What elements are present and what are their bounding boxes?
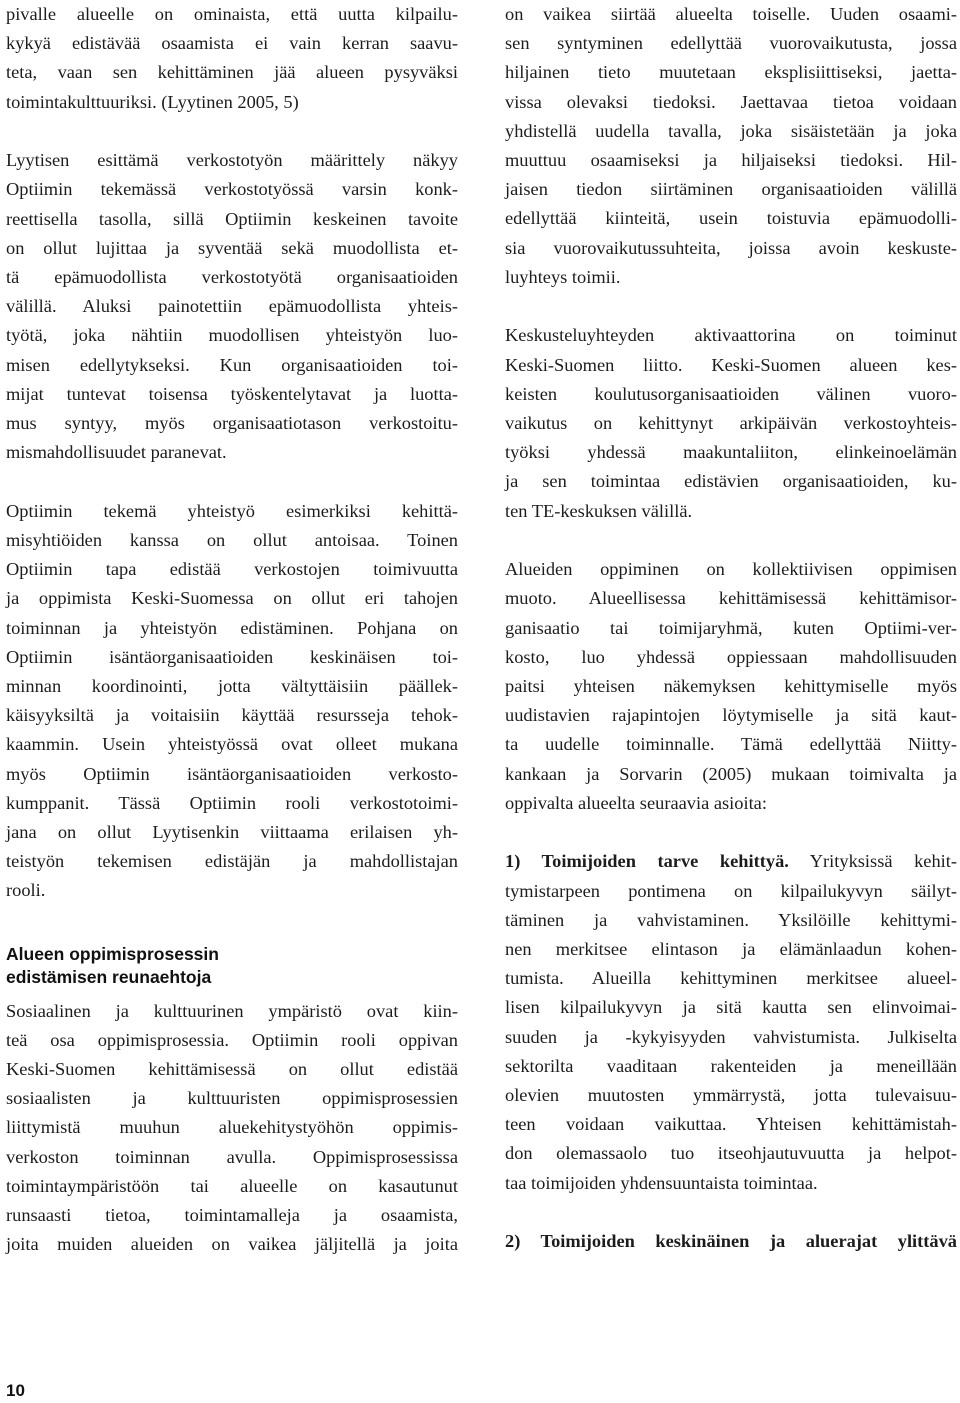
text-line: misen edellytykseksi. Kun organisaatioiden toi- — [6, 354, 458, 375]
paragraph-8 — [505, 847, 957, 1197]
text-line: taa toimijoiden yhdensuuntaista toimintaa. — [505, 1172, 818, 1193]
text-line: olevien muutosten ymmärrystä, jotta tulevaisuu- — [505, 1085, 957, 1106]
text-line: Keski-Suomen kehittämisessä on ollut edistää — [6, 1059, 458, 1080]
text-line: teä osa oppimisprosessia. Optiimin rooli oppivan — [6, 1029, 458, 1050]
text-line: verkoston toiminnan avulla. Oppimisprosessissa — [6, 1146, 458, 1167]
text-line: runsaasti tietoa, toimintamalleja ja osaamista, — [6, 1205, 458, 1226]
text-line: suuden ja -kykyisyyden vahvistumista. Julkiselta — [505, 1026, 957, 1047]
text-line: rooli. — [6, 880, 46, 901]
text-line: vaikutus on kehittynyt arkipäivän verkostoyhteis- — [505, 413, 957, 434]
text-line: on ollut lujittaa ja syventää sekä muodollista et- — [6, 237, 458, 258]
text-line: myös Optiimin isäntäorganisaatioiden verkosto- — [6, 763, 458, 784]
text-line: teta, vaan sen kehittäminen jää alueen pysyväksi — [6, 62, 458, 83]
page-number: 10 — [6, 1381, 25, 1400]
text-line: välillä. Aluksi painotettiin epämuodollista yhteis- — [6, 296, 458, 317]
text-line: mismahdollisuudet paranevat. — [6, 442, 227, 463]
text-line: Optiimin tekemässä verkostotyössä varsin konk- — [6, 179, 458, 200]
text-line: oppivalta alueelta seuraavia asioita: — [505, 792, 767, 813]
text-line: kankaan ja Sorvarin (2005) mukaan toimivalta ja — [505, 763, 957, 784]
text-line: teistyön tekemisen edistäjän ja mahdollistajan — [6, 851, 458, 872]
text-line: Lyytisen esittämä verkostotyön määrittely näkyy — [6, 150, 458, 171]
paragraph-3 — [6, 497, 458, 906]
text-line: käisyyksiltä ja voitaisiin käyttää resursseja tehok- — [6, 705, 458, 726]
text-line: tymistarpeen pontimena on kilpailukyvyn säilyt- — [505, 880, 957, 901]
paragraph-9 — [505, 1227, 957, 1256]
text-line: sektorilta vaaditaan rakenteiden ja meneillään — [505, 1055, 957, 1076]
text-line: kykyä edistävää osaamista ei vain kerran saavu- — [6, 33, 458, 54]
right-column — [505, 0, 957, 1256]
text-line: teen voidaan vaikuttaa. Yhteisen kehittämistah- — [505, 1114, 957, 1135]
text-line: paitsi yhteisen näkemyksen kehittymiselle myös — [505, 676, 957, 697]
text-line: reettisella tasolla, sillä Optiimin keskeinen tavoite — [6, 208, 458, 229]
paragraph-7 — [505, 555, 957, 818]
text-line: keisten koulutusorganisaatioiden välinen vuoro- — [505, 383, 957, 404]
text-line: työtä, joka nähtiin muodollisen yhteistyön luo- — [6, 325, 458, 346]
text-line: kumppanit. Tässä Optiimin rooli verkostotoimi- — [6, 792, 458, 813]
list-item-1-title: 1) Toimijoiden tarve kehittyä. — [505, 851, 789, 872]
text-line: joita muiden alueiden on vaikea jäljitellä ja joita — [6, 1234, 458, 1255]
heading-line-2: edistämisen reunaehtoja — [6, 966, 212, 987]
list-item-1-text-start: Yrityksissä kehit- — [788, 851, 957, 872]
text-line: ganisaatio tai toimijaryhmä, kuten Optiimi-ver- — [505, 617, 957, 638]
text-line: jana on ollut Lyytisenkin viittaama erilaisen yh- — [6, 822, 458, 843]
text-line: työksi yhdessä maakuntaliiton, elinkeinoelämän — [505, 442, 957, 463]
text-line: täminen ja vahvistaminen. Yksilöille kehittymi- — [505, 909, 957, 930]
text-line: Alueiden oppiminen on kollektiivisen oppimisen — [505, 559, 957, 580]
text-line: ta uudelle toiminnalle. Tämä edellyttää Niitty- — [505, 734, 957, 755]
text-line: kaammin. Usein yhteistyössä ovat olleet mukana — [6, 734, 458, 755]
text-line: jaisen tiedon siirtäminen organisaatioiden välillä — [505, 179, 957, 200]
text-line: mus syntyy, myös organisaatiotason verkostoitu- — [6, 413, 458, 434]
text-line: ten TE-keskuksen välillä. — [505, 500, 693, 521]
paragraph-8-body — [505, 877, 957, 1198]
text-line: Optiimin tekemä yhteistyö esimerkiksi kehittä- — [6, 500, 458, 521]
text-line: Optiimin tapa edistää verkostojen toimivuutta — [6, 559, 458, 580]
text-line: Keskusteluyhteyden aktivaattorina on toiminut — [505, 325, 957, 346]
text-line: vissa olevaksi tiedoksi. Jaettavaa tietoa voidaan — [505, 91, 957, 112]
text-line: toiminnan ja yhteistyön edistäminen. Pohjana on — [6, 617, 458, 638]
text-line: lisen kilpailukyvyn ja sitä kautta sen elinvoimai- — [505, 997, 957, 1018]
text-line: toimintakulttuuriksi. (Lyytinen 2005, 5) — [6, 91, 299, 112]
paragraph-5 — [505, 0, 957, 292]
heading-line-1: Alueen oppimisprosessin — [6, 943, 219, 964]
text-line: sosiaalisten ja kulttuuristen oppimisprosessien — [6, 1088, 458, 1109]
text-line: on vaikea siirtää alueelta toiselle. Uuden osaami- — [505, 4, 957, 24]
text-line: ja oppimista Keski-Suomessa on ollut eri tahojen — [6, 588, 458, 609]
text-line: yhdistellä uudella tavalla, joka sisäistetään ja joka — [505, 120, 957, 141]
left-column — [6, 0, 458, 1260]
text-line: misyhtiöiden kanssa on ollut antoisaa. Toinen — [6, 530, 458, 551]
paragraph-6 — [505, 321, 957, 525]
text-line: uudistavien rajapintojen löytymiselle ja sitä kaut- — [505, 705, 957, 726]
text-line: Keski-Suomen liitto. Keski-Suomen alueen kes- — [505, 354, 957, 375]
text-line: pivalle alueelle on ominaista, että uutta kilpailu- — [6, 4, 458, 24]
text-line: don olemassaolo tuo itseohjautuvuutta ja helpot- — [505, 1143, 957, 1164]
text-line: hiljainen tieto muutetaan eksplisiittiseksi, jaetta- — [505, 62, 957, 83]
text-line: sen syntyminen edellyttää vuorovaikutusta, jossa — [505, 33, 957, 54]
paragraph-4 — [6, 997, 458, 1260]
text-line: muoto. Alueellisessa kehittämisessä kehittämisor- — [505, 588, 957, 609]
text-line: mijat tuntevat toisensa työskentelytavat ja luotta- — [6, 383, 458, 404]
text-line: Sosiaalinen ja kulttuurinen ympäristö ovat kiin- — [6, 1000, 458, 1021]
text-line: tumista. Alueilla kehittyminen merkitsee alueel- — [505, 968, 957, 989]
text-line: edellyttää kiinteitä, usein toistuvia epämuodolli- — [505, 208, 957, 229]
paragraph-1 — [6, 0, 458, 117]
text-line: minnan koordinointi, jotta vältyttäisiin päällek- — [6, 676, 458, 697]
text-line: tä epämuodollista verkostotyötä organisaatioiden — [6, 267, 458, 288]
text-line: nen merkitsee elintason ja elämänlaadun kohen- — [505, 939, 957, 960]
text-line: kosto, luo yhdessä oppiessaan mahdollisuuden — [505, 646, 957, 667]
text-line: muuttuu osaamiseksi ja hiljaiseksi tiedoksi. Hil- — [505, 150, 957, 171]
text-line: liittymistä muuhun aluekehitystyöhön oppimis- — [6, 1117, 458, 1138]
list-item-2-title: 2) Toimijoiden keskinäinen ja aluerajat ylittävä — [505, 1231, 957, 1252]
text-line: sia vuorovaikutussuhteita, joissa avoin keskuste- — [505, 237, 957, 258]
text-line: ja sen toimintaa edistävien organisaatioiden, ku- — [505, 471, 957, 492]
text-line: Optiimin isäntäorganisaatioiden keskinäisen toi- — [6, 646, 458, 667]
paragraph-2 — [6, 146, 458, 467]
section-heading — [6, 943, 458, 989]
text-line: toimintaympäristöön tai alueelle on kasautunut — [6, 1175, 458, 1196]
paragraph-8-first-line — [505, 847, 957, 876]
text-line: luyhteys toimii. — [505, 266, 621, 287]
